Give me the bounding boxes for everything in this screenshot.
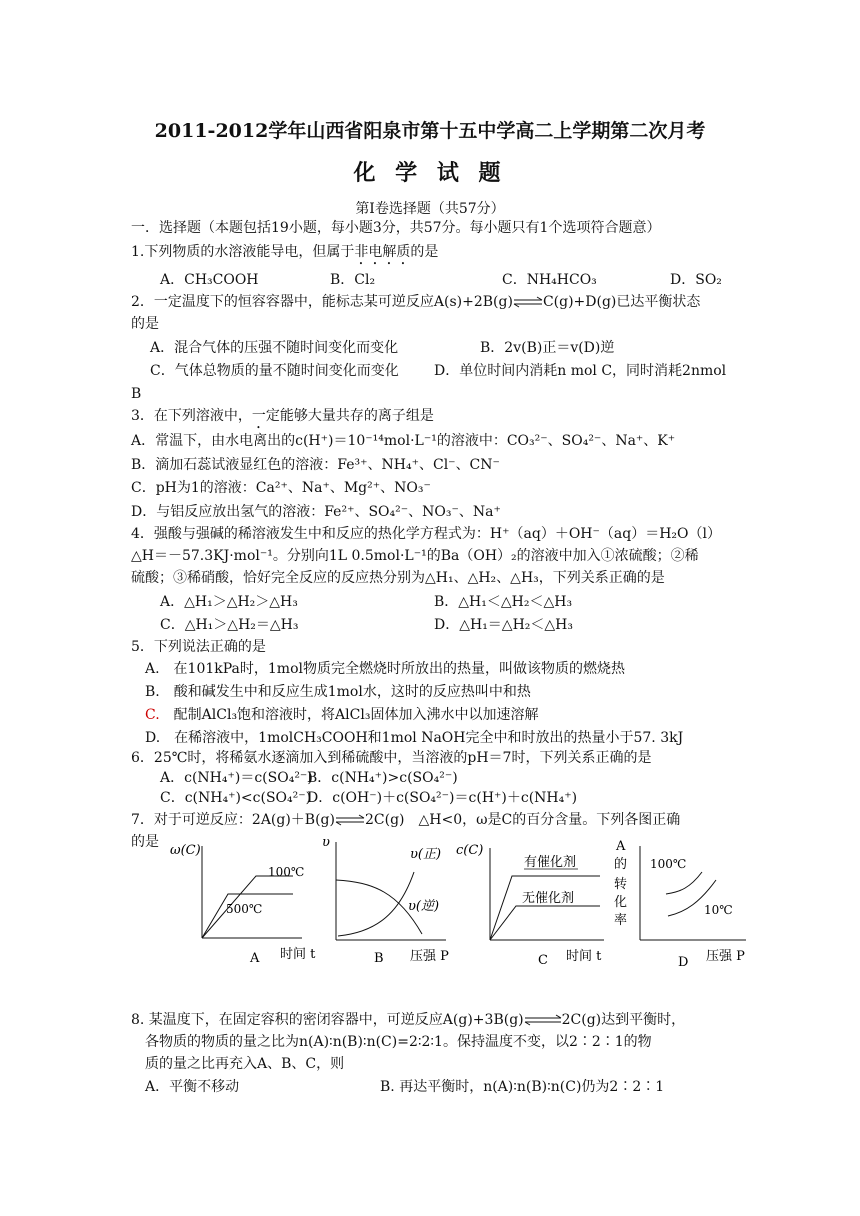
q2-option-b: B．2v(B)正＝v(D)逆 [480,340,615,356]
equilibrium-arrow-icon [513,296,543,308]
graph-a-xlabel: 时间 t [280,947,316,962]
graph-c-curve1: 有催化剂 [524,855,577,870]
q2-stem-cont: 的是 [131,316,159,332]
q3-option-c: C．pH为1的溶液：Ca²⁺、Na⁺、Mg²⁺、NO₃⁻ [131,480,431,496]
instructions: 一．选择题（本题包括19小题，每小题3分，共57分。每小题只有1个选项符合题意） [131,220,661,236]
exam-subtitle: 化 学 试 题 [353,160,507,186]
q6-stem: 6．25℃时，将稀氨水逐滴加入到稀硫酸中，当溶液的pH＝7时，下列关系正确的是 [131,750,652,766]
graph-a-curve1: 100℃ [268,865,305,879]
graph-d-ylabel-2: 的 [614,857,628,872]
graph-d-ylabel-4: 化 [614,895,628,910]
exam-title: 2011-2012学年山西省阳泉市第十五中学高二上学期第二次月考 [154,120,706,142]
q6-option-d: D．c(OH⁻)＋c(SO₄²⁻)＝c(H⁺)＋c(NH₄⁺) [307,790,578,806]
q6-option-b: B．c(NH₄⁺)>c(SO₄²⁻) [307,770,458,786]
q2-option-c: C．气体总物质的量不随时间变化而变化 [150,363,399,379]
graph-c-xlabel: 时间 t [566,949,602,964]
graph-b-ylabel: υ [322,835,330,850]
q1-option-d: D．SO₂ [670,272,722,288]
graph-a [168,838,316,968]
q4-option-a: A．△H₁＞△H₂＞△H₃ [160,594,298,610]
q2-option-d: D．单位时间内消耗n mol C，同时消耗2nmol [434,363,727,379]
graph-b-curve2: υ(逆) [408,899,440,914]
q2-stem: 2．一定温度下的恒容容器中，能标志某可逆反应A(s)+2B(g) C(g)+D(g)已达平衡状态 [131,294,701,310]
equilibrium-arrow-icon [524,1014,562,1026]
q5-option-b: B. 酸和碱发生中和反应生成1mol水，这时的反应热叫中和热 [145,684,531,700]
graph-d-curve2: 10℃ [704,903,733,917]
q4-option-c: C．△H₁＞△H₂＝△H₃ [160,617,299,633]
graph-d-curve1: 100℃ [650,857,687,871]
graph-b [318,832,458,968]
q5-option-c: C. 配制AlCl₃饱和溶液时，将AlCl₃固体加入沸水中以加速溶解 [145,707,539,723]
graph-d [606,832,762,968]
q8-stem-3: 质的量之比再充入A、B、C，则 [145,1056,345,1072]
q1-option-a: A．CH₃COOH [160,272,259,288]
q4-option-b: B．△H₁＜△H₂＜△H₃ [434,594,573,610]
q7-stem-cont: 的是 [131,834,159,850]
q3-stem: 3．在下列溶液中，一定能够大量共存的离子组是 [131,408,434,424]
q5-option-a: A. 在101kPa时，1mol物质完全燃烧时所放出的热量，叫做该物质的燃烧热 [145,661,625,677]
graph-b-xlabel: 压强 P [410,949,449,964]
equilibrium-arrow-icon [335,814,365,826]
graph-a-ylabel: ω(C) [170,843,201,858]
q1-option-b: B．Cl₂ [330,272,376,288]
graph-d-letter: D [678,955,689,970]
graph-d-ylabel-1: A [616,839,626,854]
q8-stem-2: 各物质的物质的量之比为n(A)∶n(B)∶n(C)=2∶2∶1。保持温度不变，以2∶2∶1的物 [145,1034,652,1050]
q2-option-d-cont: B [131,386,142,402]
graph-a-curve2: 500℃ [226,902,263,916]
q3-option-d: D．与铝反应放出氢气的溶液：Fe²⁺、SO₄²⁻、NO₃⁻、Na⁺ [131,504,501,520]
q4-stem-1: 4．强酸与强碱的稀溶液发生中和反应的热化学方程式为：H⁺（aq）＋OH⁻（aq）＝H₂O（l） [131,526,721,542]
q5-stem: 5．下列说法正确的是 [131,639,266,655]
q4-stem-3: 硫酸；③稀硝酸，恰好完全反应的反应热分别为△H₁、△H₂、△H₃，下列关系正确的是 [131,570,665,586]
q4-option-d: D．△H₁＝△H₂＜△H₃ [434,617,573,633]
q4-stem-2: △H＝－57.3KJ·mol⁻¹。分别向1L 0.5mol·L⁻¹的Ba（OH）₂的溶液中加入①浓硫酸；②稀 [131,548,699,564]
graph-a-letter: A [250,951,260,966]
q8-option-a: A．平衡不移动 [145,1079,240,1095]
q8-option-b: B. 再达平衡时，n(A)∶n(B)∶n(C)仍为2∶2∶1 [380,1079,665,1095]
q8-stem: 8. 某温度下，在固定容积的密闭容器中，可逆反应A(g)+3B(g) 2C(g)达到平衡时， [131,1012,686,1028]
graph-d-xlabel: 压强 P [706,949,745,964]
q3-option-b: B．滴加石蕊试液显红色的溶液：Fe³⁺、NH₄⁺、Cl⁻、CN⁻ [131,457,500,473]
q6-option-a: A．c(NH₄⁺)＝c(SO₄²⁻) [160,770,313,786]
graph-b-letter: B [374,951,384,966]
q1-option-c: C．NH₄HCO₃ [502,272,597,288]
q5-option-d: D. 在稀溶液中，1molCH₃COOH和1mol NaOH完全中和时放出的热量小于57. 3kJ [145,730,684,746]
graph-c-letter: C [538,953,548,968]
graph-c [454,836,614,968]
part-heading: 第Ⅰ卷选择题（共57分） [355,201,505,217]
graph-c-ylabel: c(C) [456,843,484,858]
q7-stem: 7．对于可逆反应：2A(g)＋B(g) 2C(g) △H<0，ω是C的百分含量。下列各图正确 [131,812,681,828]
graph-d-ylabel-3: 转 [614,877,628,892]
graph-d-ylabel-5: 率 [614,913,628,928]
graph-b-curve1: υ(正) [410,847,442,862]
q2-option-a: A．混合气体的压强不随时间变化而变化 [150,340,399,356]
q1-stem: 1.下列物质的水溶液能导电，但属于非电解质的是 [131,244,439,260]
q6-option-c: C．c(NH₄⁺)<c(SO₄²⁻) [160,790,312,806]
q3-option-a: A．常温下，由水电离出的c(H⁺)＝10⁻¹⁴mol·L⁻¹的溶液中：CO₃²⁻、SO₄²⁻、Na⁺、K⁺ [131,433,676,449]
graph-c-curve2: 无催化剂 [522,891,575,906]
